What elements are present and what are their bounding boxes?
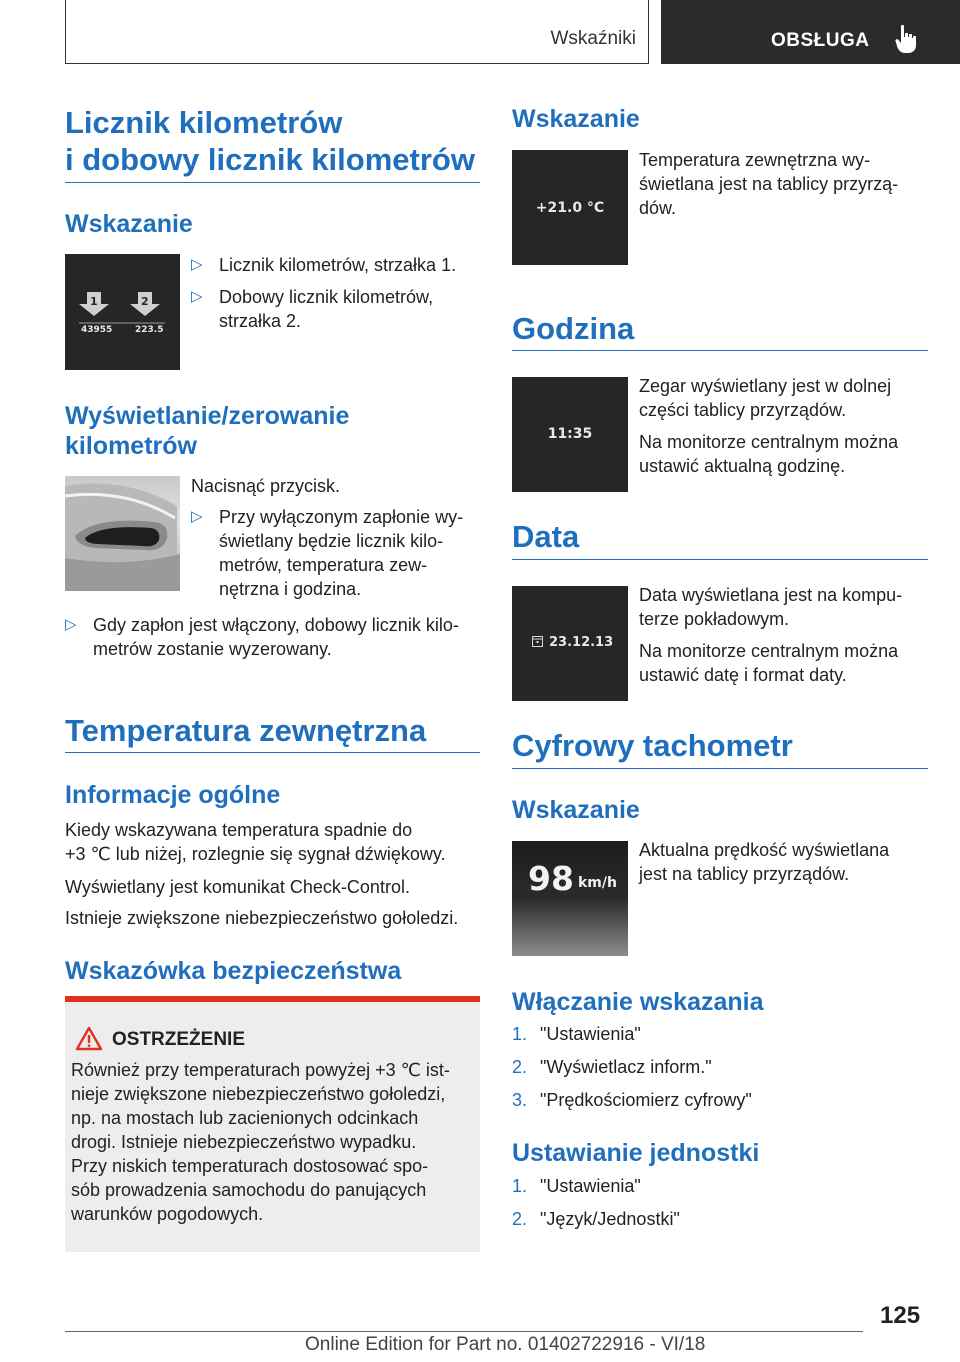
outside-temp-title: Temperatura zewnętrzna	[65, 713, 427, 748]
bullet-triangle-icon: ▷	[65, 616, 77, 633]
digital-speed-rule	[512, 768, 928, 769]
date-value: 23.12.13	[549, 635, 614, 650]
clock-value: 11:35	[547, 426, 593, 442]
warning-title: OSTRZEŻENIE	[112, 1029, 246, 1050]
trip-reset-button-icon	[65, 476, 180, 591]
clock-title: Godzina	[512, 311, 635, 346]
enable-display-heading: Włączanie wskazania	[512, 988, 764, 1016]
outside-temp-display-text: Temperatura zewnętrzna wy- świetlana jest na tablicy przyrzą- dów.	[639, 150, 899, 218]
speed-value: 98	[528, 859, 574, 898]
check-control-text: Wyświetlany jest komunikat Check-Control.	[65, 877, 410, 897]
odometer-display-image	[65, 254, 180, 370]
header-chapter-label: OBSŁUGA	[771, 30, 870, 51]
clock-text-2: Na monitorze centralnym można ustawić aktualną godzinę.	[639, 432, 899, 476]
speed-unit: km/h	[578, 875, 617, 891]
reset-bullet-ignition-off: ▷ Przy wyłączonym zapłonie wy- świetlany będzie licznik kilo- metrów, temperatura zew- nętrzna i godzina.	[191, 507, 464, 599]
header-chapter-box	[661, 0, 960, 64]
odometer-title-rule	[65, 182, 480, 183]
clock-text-1: Zegar wyświetlany jest w dolnej części tablicy przyrządów.	[639, 376, 892, 420]
enable-step-2: 2. "Wyświetlacz inform."	[512, 1057, 712, 1077]
bullet-triangle-icon: ▷	[191, 256, 203, 273]
digital-speed-display-image	[512, 841, 628, 956]
general-info-text: Kiedy wskazywana temperatura spadnie do +3 ℃ lub niżej, rozlegnie się sygnał dźwiękowy.	[65, 820, 446, 864]
bullet-triangle-icon: ▷	[191, 508, 203, 525]
warning-box	[65, 996, 480, 1252]
odometer-arrow-2-label: 2	[141, 295, 149, 308]
odometer-reset-heading: Wyświetlanie/zerowanie kilometrów	[65, 402, 350, 460]
warning-triangle-icon	[75, 1026, 103, 1051]
outside-temp-display-heading: Wskazanie	[512, 105, 640, 133]
odometer-arrow-1-label: 1	[90, 295, 98, 308]
header-section-label: Wskaźniki	[550, 28, 636, 49]
outside-temp-display-image	[512, 150, 628, 265]
pointing-hand-icon	[895, 24, 917, 54]
clock-display-image	[512, 377, 628, 492]
outside-temp-rule	[65, 752, 480, 753]
digital-speed-title: Cyfrowy tachometr	[512, 728, 793, 763]
odometer-title: Licznik kilometrów i dobowy licznik kilometrów	[65, 105, 475, 177]
odometer-arrows-icon	[65, 254, 180, 370]
footer-edition: Online Edition for Part no. 01402722916 - VI/18	[305, 1334, 706, 1355]
units-step-1: 1. "Ustawienia"	[512, 1176, 641, 1196]
footer-rule	[65, 1331, 863, 1332]
digital-speed-display-heading: Wskazanie	[512, 796, 640, 824]
odometer-bullet-2: ▷ Dobowy licznik kilometrów, strzałka 2.	[191, 287, 434, 331]
reset-bullet-ignition-on: ▷ Gdy zapłon jest włączony, dobowy licznik kilo- metrów zostanie wyzerowany.	[65, 615, 459, 659]
set-units-heading: Ustawianie jednostki	[512, 1139, 760, 1167]
safety-heading: Wskazówka bezpieczeństwa	[65, 957, 402, 985]
clock-rule	[512, 350, 928, 351]
odometer-display-heading: Wskazanie	[65, 210, 193, 238]
enable-step-3: 3. "Prędkościomierz cyfrowy"	[512, 1090, 752, 1110]
enable-step-1: 1. "Ustawienia"	[512, 1024, 641, 1044]
outside-temp-value: +21.0 °C	[535, 200, 605, 216]
page-number: 125	[880, 1302, 921, 1329]
date-text-2: Na monitorze centralnym można ustawić datę i format daty.	[639, 641, 899, 685]
odometer-trip-value: 223.5	[135, 325, 164, 335]
odometer-bullet-1: ▷ Licznik kilometrów, strzałka 1.	[191, 255, 457, 275]
units-step-2: 2. "Język/Jednostki"	[512, 1209, 680, 1229]
warning-text: Również przy temperaturach powyżej +3 ℃ ist- nieje zwiększone niebezpieczeństwo gołoledzi, np. na mostach lub zacienionych odcinkach drogi. Istnieje niebezpieczeństwo wypadku. Przy niskich temperaturach dostosować spo- sób prowadzenia samochodu do panujących warunków pogodowych.	[71, 1060, 450, 1224]
digital-speed-text: Aktualna prędkość wyświetlana jest na tablicy przyrządów.	[639, 840, 890, 884]
odometer-total-value: 43955	[81, 325, 113, 335]
date-text-1: Data wyświetlana jest na kompu- terze pokładowym.	[639, 585, 903, 629]
general-info-heading: Informacje ogólne	[65, 781, 281, 809]
date-title: Data	[512, 519, 580, 554]
ice-risk-text: Istnieje zwiększone niebezpieczeństwo gołoledzi.	[65, 908, 459, 928]
bullet-triangle-icon: ▷	[191, 288, 203, 305]
date-display-image	[512, 586, 628, 701]
date-rule	[512, 559, 928, 560]
press-button-text: Nacisnąć przycisk.	[191, 476, 341, 496]
calendar-icon	[532, 635, 543, 647]
reset-button-image	[65, 476, 180, 591]
header-section-box	[65, 0, 649, 64]
